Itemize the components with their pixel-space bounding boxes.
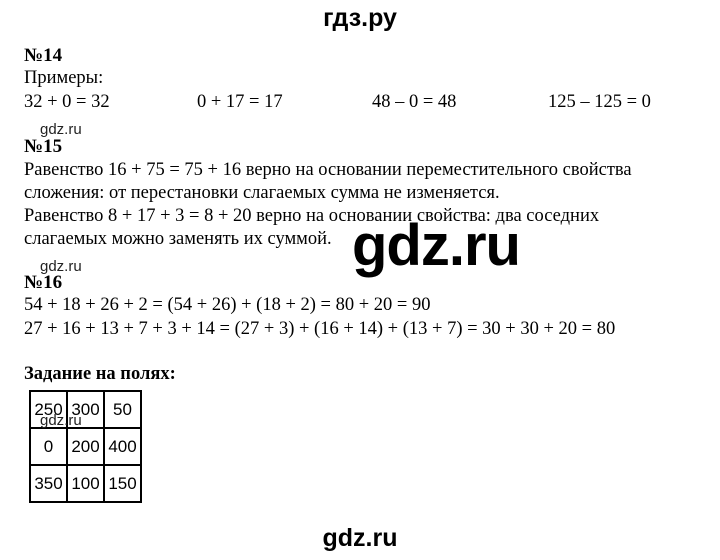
exercise-15-line-1: Равенство 16 + 75 = 75 + 16 верно на основании переместительного свойства bbox=[24, 160, 632, 180]
grid-cell: 50 bbox=[104, 391, 141, 428]
grid-cell: 350 bbox=[30, 465, 67, 502]
watermark-small: gdz.ru bbox=[40, 121, 82, 138]
grid-cell: 100 bbox=[67, 465, 104, 502]
exercise-16-number: №16 bbox=[24, 272, 63, 293]
exercise-15-number: №15 bbox=[24, 136, 63, 157]
watermark-large: gdz.ru bbox=[352, 213, 520, 278]
site-footer: gdz.ru bbox=[322, 524, 398, 552]
grid-cell: 0 bbox=[30, 428, 67, 465]
grid-cell: 200 bbox=[67, 428, 104, 465]
grid-cell: 400 bbox=[104, 428, 141, 465]
exercise-14-number: №14 bbox=[24, 45, 63, 66]
margin-task-title: Задание на полях: bbox=[24, 364, 176, 384]
number-grid bbox=[29, 390, 142, 503]
exercise-16-line-1: 54 + 18 + 26 + 2 = (54 + 26) + (18 + 2) = 80 + 20 = 90 bbox=[24, 295, 431, 315]
site-header: гдз.ру bbox=[323, 4, 397, 32]
exercise-14-label: Примеры: bbox=[24, 68, 104, 88]
exercise-15-line-2: сложения: от перестановки слагаемых сумма не изменяется. bbox=[24, 183, 500, 203]
grid-cell: 150 bbox=[104, 465, 141, 502]
grid-row bbox=[30, 465, 141, 502]
watermark-small: gdz.ru bbox=[40, 412, 82, 429]
example-2: 0 + 17 = 17 bbox=[197, 92, 283, 112]
grid-cell: 300 bbox=[67, 391, 104, 428]
example-3: 48 – 0 = 48 bbox=[372, 92, 457, 112]
grid-row bbox=[30, 428, 141, 465]
exercise-15-line-4: слагаемых можно заменять их суммой. bbox=[24, 229, 332, 249]
exercise-15-line-3: Равенство 8 + 17 + 3 = 8 + 20 верно на основании свойства: два соседних bbox=[24, 206, 600, 226]
example-4: 125 – 125 = 0 bbox=[548, 92, 651, 112]
exercise-16-line-2: 27 + 16 + 13 + 7 + 3 + 14 = (27 + 3) + (16 + 14) + (13 + 7) = 30 + 30 + 20 = 80 bbox=[24, 319, 616, 339]
example-1: 32 + 0 = 32 bbox=[24, 92, 110, 112]
watermark-small: gdz.ru bbox=[40, 258, 82, 275]
grid-cell: 250 bbox=[30, 391, 67, 428]
